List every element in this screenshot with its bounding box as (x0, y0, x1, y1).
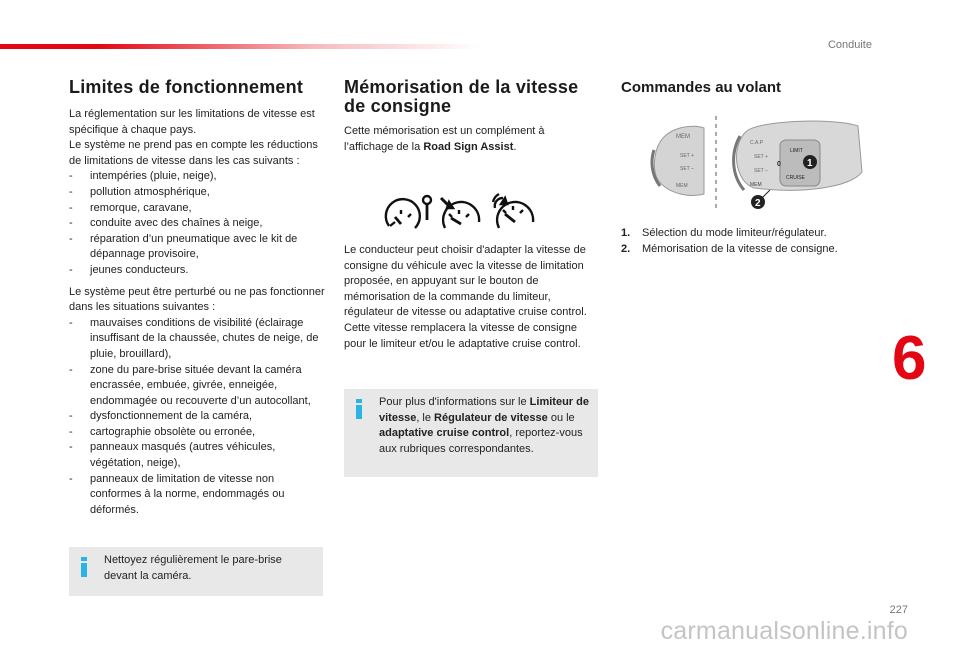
left-title: Limites de fonctionnement (69, 77, 304, 97)
header-accent-bar (0, 44, 480, 49)
list-item: - conduite avec des chaînes à neige, (69, 216, 325, 232)
middle-column (344, 78, 596, 155)
list-item: - dysfonctionnement de la caméra, (69, 409, 325, 425)
list-item: - zone du pare-brise située devant la caméra encrassée, embuée, givrée, enneigée, endommagée ou recouverte d’un autocollant, (69, 363, 325, 410)
list-item: - jeunes conducteurs. (69, 263, 325, 279)
list-item: - remorque, caravane, (69, 201, 325, 217)
steps-block (621, 226, 881, 257)
list-item: - mauvaises conditions de visibilité (éclairage insuffisant de la chaussée, chutes de neige, de pluie, brouillard), (69, 316, 325, 363)
illustration-label: MEM (676, 134, 690, 140)
illustration-label: LIMIT (790, 148, 803, 154)
intro-paragraph-1: La réglementation sur les limitations de vitesse est spécifique à chaque pays. (69, 108, 315, 136)
memorisation-paragraph-2: Cette vitesse remplacera la vitesse de consigne pour le limiteur et/ou le adaptative cruise control. (344, 321, 581, 350)
middle-title: Mémorisation de la vitesse de consigne (344, 77, 579, 116)
road-sign-assist-label: Road Sign Assist (423, 140, 514, 153)
list-item: 2. Mémorisation de la vitesse de consigne. (621, 242, 838, 255)
list-item: - panneaux masqués (autres véhicules, végétation, neige), (69, 440, 325, 471)
illustration-label: SET + (680, 153, 694, 159)
illustration-label: SET – (680, 166, 694, 172)
steps-list (621, 226, 881, 257)
memorisation-paragraph-1: Le conducteur peut choisir d'adapter la vitesse de consigne du véhicule avec la vitesse de limitation proposée, en appuyant sur le bouton de mémorisation de la commande du limiteur, régulateur de vitesse ou adaptative cruise control. (344, 244, 587, 319)
illustration-label: CRUISE (786, 175, 805, 181)
callout-number: 1 (807, 158, 813, 169)
list-item: - panneaux de limitation de vitesse non conformes à la norme, endommagés ou déformés. (69, 472, 325, 519)
cases-list (69, 169, 325, 278)
steering-controls-illustration (650, 114, 866, 210)
illustration-label: 0 (777, 161, 781, 168)
callout-number: 2 (755, 198, 761, 209)
list-item: - réparation d’un pneumatique avec le kit de dépannage provisoire, (69, 232, 325, 263)
speed-function-icons (383, 192, 543, 236)
list-item: - pollution atmosphérique, (69, 185, 325, 201)
page-number: 227 (889, 604, 908, 616)
info-icon (356, 399, 362, 419)
intro-paragraph-2: Le système ne prend pas en compte les réductions de limitations de vitesse dans les cas suivants : (69, 139, 318, 167)
list-item: - intempéries (pluie, neige), (69, 169, 325, 185)
list-item: - cartographie obsolète ou erronée, (69, 425, 325, 441)
left-column (69, 78, 325, 518)
illustration-label: C.A.P (750, 140, 764, 146)
list-item: 1. Sélection du mode limiteur/régulateur. (621, 227, 827, 239)
note-text: Nettoyez régulièrement le pare-brise devant la caméra. (104, 554, 282, 582)
chapter-number: 6 (892, 324, 927, 393)
left-stalk (652, 126, 704, 195)
illustration-label: MEM (676, 183, 688, 189)
memorisation-body (344, 243, 596, 352)
info-note-middle (344, 389, 598, 477)
right-column (621, 79, 871, 96)
cruise-control-icon (441, 198, 479, 228)
adaptive-cruise-control-icon (493, 194, 533, 228)
memorisation-intro: Cette mémorisation est un complément à l’affichage de la Road Sign Assist. (344, 125, 545, 153)
info-icon (81, 557, 87, 577)
speed-limiter-icon (386, 196, 431, 228)
illustration-label: MEM (750, 182, 762, 188)
illustration-label: SET – (754, 168, 768, 174)
disturb-list (69, 316, 325, 519)
right-title: Commandes au volant (621, 79, 782, 96)
info-note-left (69, 547, 323, 596)
illustration-label: SET + (754, 154, 768, 160)
right-stalk (734, 121, 862, 209)
section-name: Conduite (827, 39, 872, 51)
watermark: carmanualsonline.info (660, 617, 908, 645)
note-text: Pour plus d'informations sur le Limiteur de vitesse, le Régulateur de vitesse ou le adaptative cruise control, reportez-vous aux rubriques correspondantes. (379, 396, 589, 455)
disturb-intro: Le système peut être perturbé ou ne pas fonctionner dans les situations suivantes : (69, 285, 325, 314)
